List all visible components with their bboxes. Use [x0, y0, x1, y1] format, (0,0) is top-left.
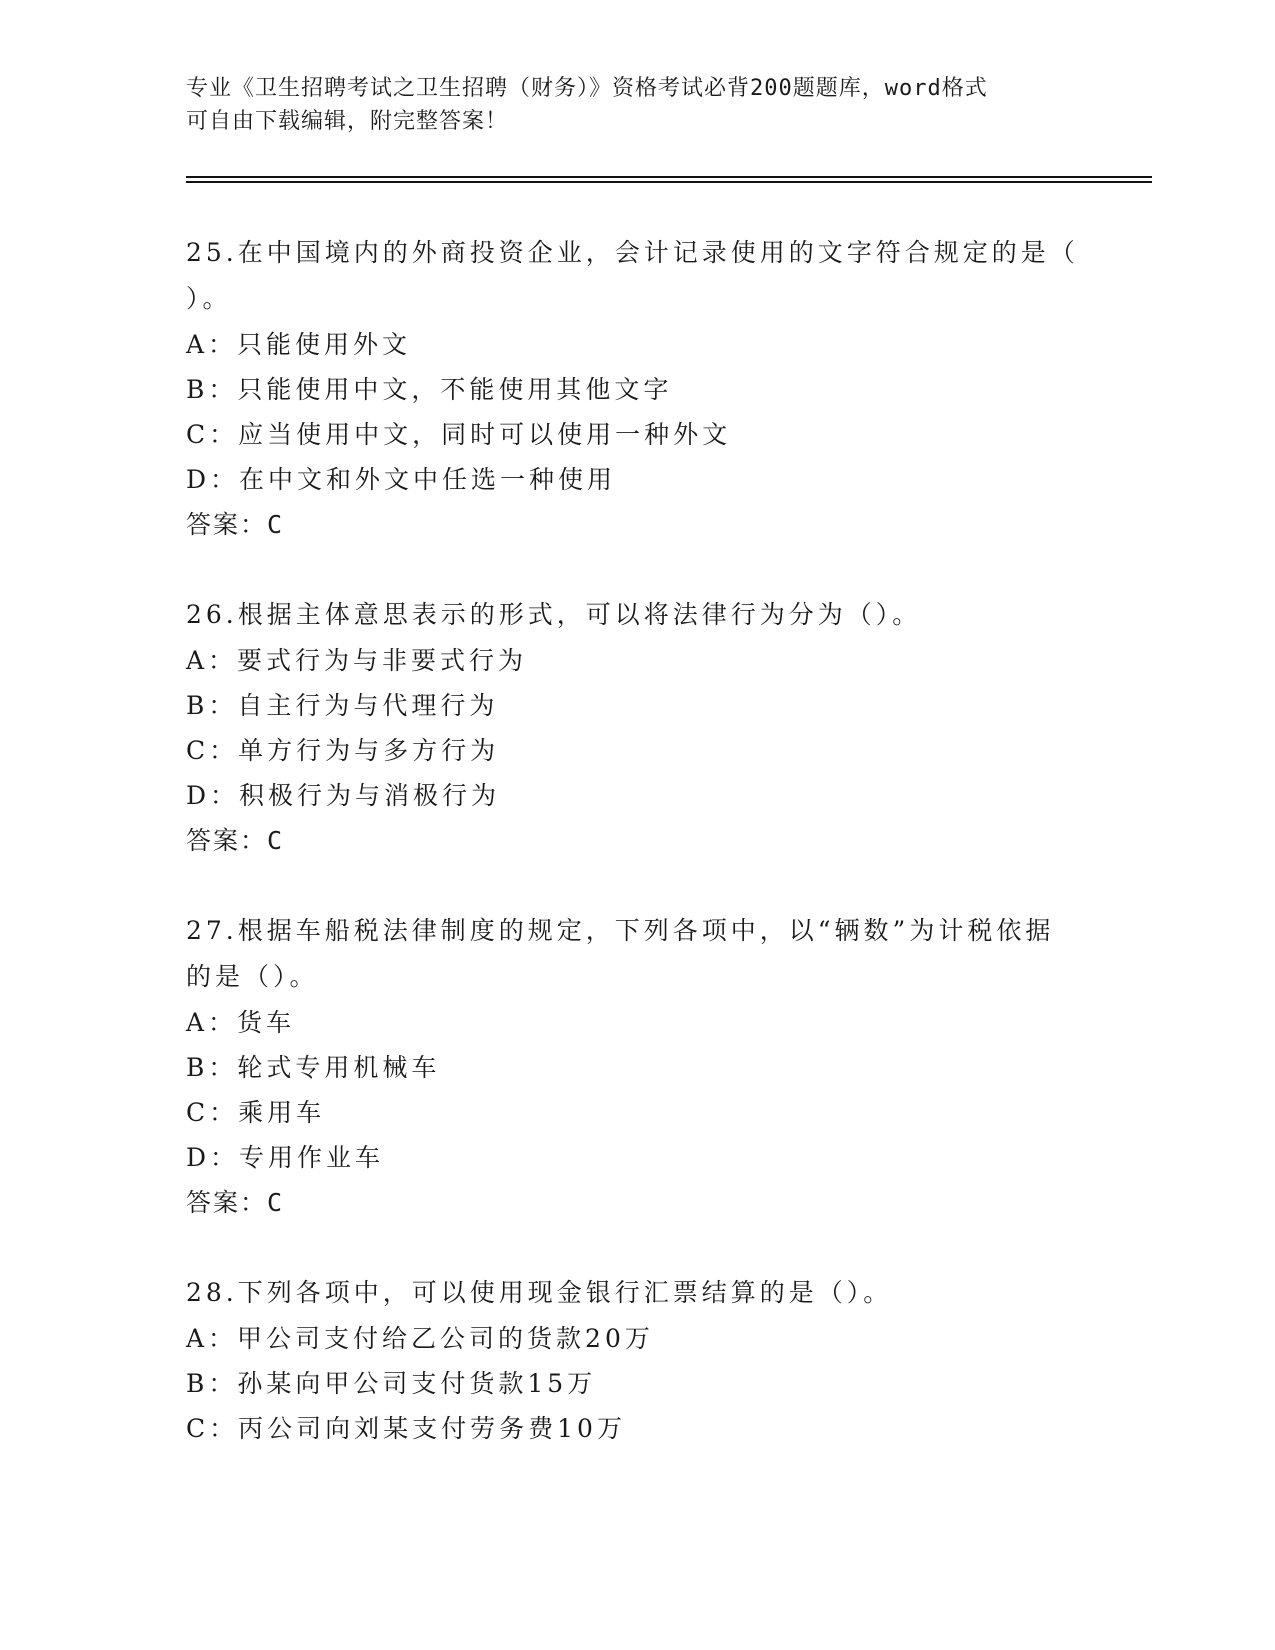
option-a: A：甲公司支付给乙公司的货款20万: [186, 1324, 654, 1353]
option-b: B：轮式专用机械车: [186, 1053, 441, 1082]
question-28: [186, 1270, 1086, 1451]
option-c: C：丙公司向刘某支付劳务费10万: [186, 1414, 626, 1443]
option-d: D：积极行为与消极行为: [186, 781, 501, 810]
question-stem: 26.根据主体意思表示的形式，可以将法律行为分为（）。: [186, 600, 922, 629]
header-line-2: 可自由下载编辑，附完整答案！: [186, 109, 509, 134]
question-26: [186, 592, 1086, 864]
question-stem: 27.根据车船税法律制度的规定，下列各项中，以“辆数”为计税依据: [186, 916, 1055, 945]
option-a: A：货车: [186, 1008, 296, 1037]
option-b: B：自主行为与代理行为: [186, 691, 499, 720]
question-25: [186, 230, 1086, 548]
option-c: C：单方行为与多方行为: [186, 736, 500, 765]
answer-line: 答案：C: [186, 510, 285, 539]
question-stem-continued: ）。: [186, 284, 232, 313]
question-list: [186, 230, 1086, 1495]
question-stem: 25.在中国境内的外商投资企业，会计记录使用的文字符合规定的是（: [186, 238, 1079, 267]
option-b: B：孙某向甲公司支付货款15万: [186, 1369, 597, 1398]
header-line-1: 专业《卫生招聘考试之卫生招聘（财务）》资格考试必背200题题库，word格式: [186, 76, 988, 101]
option-a: A：要式行为与非要式行为: [186, 646, 528, 675]
question-stem-continued: 的是（）。: [186, 962, 319, 991]
answer-line: 答案：C: [186, 826, 285, 855]
header-divider-bottom: [186, 181, 1152, 183]
option-d: D：专用作业车: [186, 1143, 385, 1172]
answer-line: 答案：C: [186, 1188, 285, 1217]
option-c: C：应当使用中文，同时可以使用一种外文: [186, 420, 732, 449]
header-divider-top: [186, 176, 1152, 178]
question-27: [186, 908, 1086, 1226]
option-d: D：在中文和外文中任选一种使用: [186, 465, 617, 494]
option-a: A：只能使用外文: [186, 330, 412, 359]
option-c: C：乘用车: [186, 1098, 326, 1127]
document-header: [186, 72, 1086, 138]
question-stem: 28.下列各项中，可以使用现金银行汇票结算的是（）。: [186, 1278, 893, 1307]
option-b: B：只能使用中文，不能使用其他文字: [186, 375, 673, 404]
